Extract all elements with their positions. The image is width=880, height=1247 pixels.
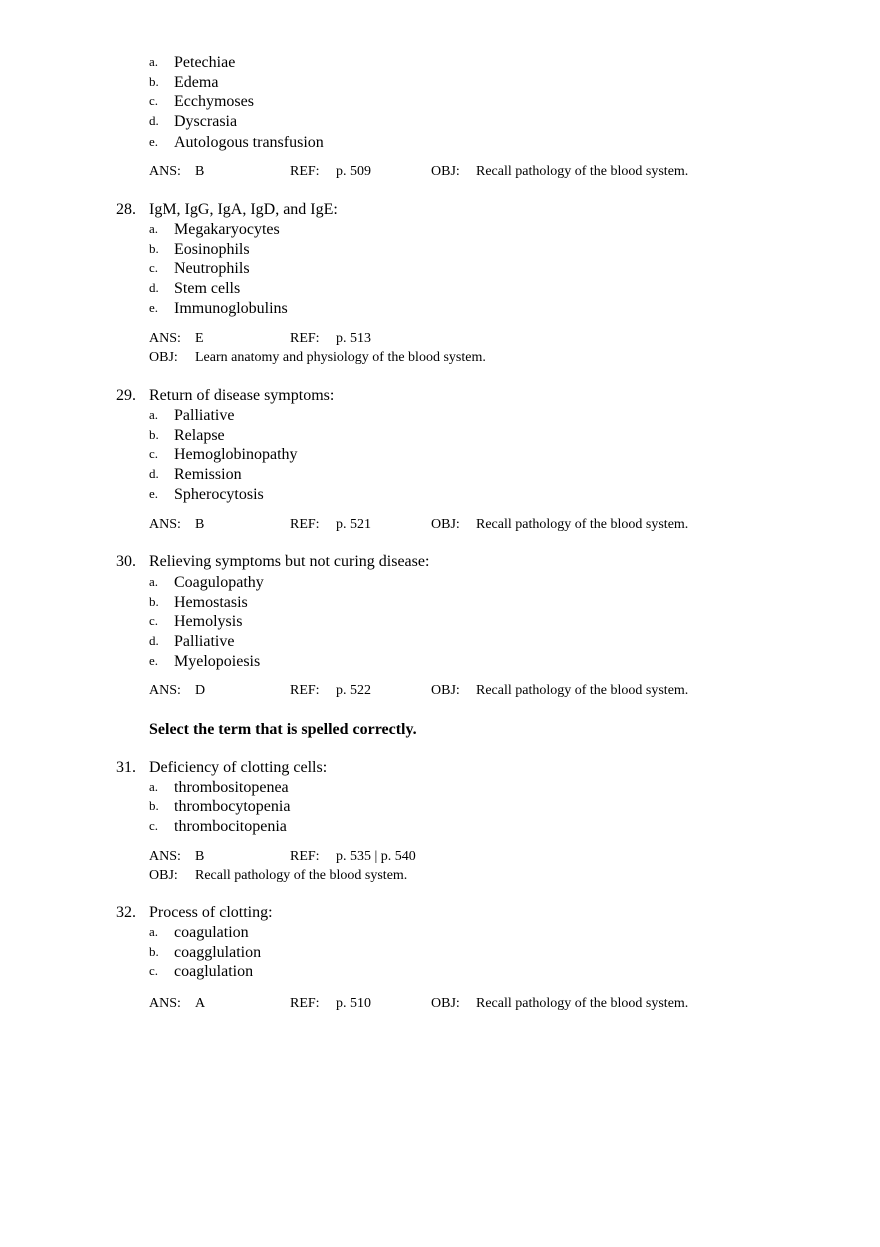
option-row	[0, 112, 880, 132]
option-letter: e.	[149, 486, 159, 501]
option-letter: b.	[149, 944, 159, 959]
option-letter: e.	[149, 653, 159, 668]
question-stem: Process of clotting:	[149, 904, 273, 921]
question-31	[0, 758, 880, 778]
option-text: coaglulation	[174, 963, 254, 980]
option-letter: e.	[149, 134, 159, 149]
answer-line	[0, 848, 880, 866]
option-letter: d.	[149, 466, 159, 481]
option-row	[0, 632, 880, 652]
option-row	[0, 943, 880, 963]
ans-value: B	[195, 849, 205, 864]
option-letter: c.	[149, 93, 159, 108]
option-text: Relapse	[174, 427, 225, 444]
option-letter: e.	[149, 300, 159, 315]
option-letter: b.	[149, 427, 159, 442]
option-row	[0, 465, 880, 485]
option-text: Palliative	[174, 407, 235, 424]
question-number: 32.	[116, 904, 136, 921]
option-row	[0, 573, 880, 593]
ans-label: ANS:	[149, 996, 181, 1011]
option-row	[0, 299, 880, 319]
ans-value: D	[195, 683, 206, 698]
obj-value: Recall pathology of the blood system.	[476, 517, 689, 532]
option-text: Myelopoiesis	[174, 653, 261, 670]
question-number: 29.	[116, 387, 136, 404]
option-letter: d.	[149, 280, 159, 295]
ans-value: B	[195, 517, 205, 532]
ref-label: REF:	[290, 164, 320, 179]
option-text: Petechiae	[174, 54, 236, 71]
option-text: Ecchymoses	[174, 93, 254, 110]
ans-value: B	[195, 164, 205, 179]
option-text: Dyscrasia	[174, 113, 238, 130]
ref-label: REF:	[290, 683, 320, 698]
option-row	[0, 92, 880, 112]
ans-label: ANS:	[149, 164, 181, 179]
option-text: thrombocitopenia	[174, 818, 287, 835]
option-row	[0, 612, 880, 632]
obj-value: Recall pathology of the blood system.	[195, 868, 408, 883]
option-letter: a.	[149, 779, 159, 794]
ref-value: p. 522	[336, 683, 371, 698]
option-row	[0, 53, 880, 73]
option-text: Palliative	[174, 633, 235, 650]
question-number: 30.	[116, 553, 136, 570]
option-text: thrombocytopenia	[174, 798, 291, 815]
question-stem: IgM, IgG, IgA, IgD, and IgE:	[149, 201, 338, 218]
obj-label: OBJ:	[431, 683, 460, 698]
option-row	[0, 426, 880, 446]
option-text: thrombositopenea	[174, 779, 289, 796]
option-row	[0, 73, 880, 93]
option-row	[0, 445, 880, 465]
option-letter: b.	[149, 74, 159, 89]
question-30	[0, 552, 880, 572]
option-letter: a.	[149, 924, 159, 939]
option-text: coagulation	[174, 924, 249, 941]
option-row	[0, 406, 880, 426]
option-letter: c.	[149, 613, 159, 628]
option-row	[0, 279, 880, 299]
option-letter: c.	[149, 818, 159, 833]
ans-label: ANS:	[149, 683, 181, 698]
answer-line	[0, 995, 880, 1013]
option-row	[0, 240, 880, 260]
answer-line	[0, 682, 880, 700]
option-letter: c.	[149, 260, 159, 275]
obj-label: OBJ:	[431, 517, 460, 532]
option-letter: c.	[149, 446, 159, 461]
option-letter: b.	[149, 241, 159, 256]
option-text: Autologous transfusion	[174, 134, 324, 151]
option-row	[0, 259, 880, 279]
ans-value: A	[195, 996, 206, 1011]
option-text: Hemostasis	[174, 594, 248, 611]
ref-label: REF:	[290, 517, 320, 532]
ref-value: p. 510	[336, 996, 371, 1011]
question-stem: Deficiency of clotting cells:	[149, 759, 328, 776]
option-letter: a.	[149, 221, 159, 236]
option-text: Stem cells	[174, 280, 241, 297]
objective-line	[0, 867, 880, 885]
option-letter: a.	[149, 574, 159, 589]
option-text: Eosinophils	[174, 241, 250, 258]
option-text: Megakaryocytes	[174, 221, 280, 238]
question-32	[0, 903, 880, 923]
section-heading: Select the term that is spelled correctly.	[149, 721, 417, 738]
obj-label: OBJ:	[149, 868, 178, 883]
option-row	[0, 593, 880, 613]
option-row	[0, 220, 880, 240]
option-row	[0, 797, 880, 817]
option-text: coagglulation	[174, 944, 262, 961]
obj-value: Recall pathology of the blood system.	[476, 683, 689, 698]
option-row	[0, 923, 880, 943]
option-row	[0, 817, 880, 837]
option-text: Immunoglobulins	[174, 300, 288, 317]
option-text: Coagulopathy	[174, 574, 264, 591]
answer-line	[0, 163, 880, 181]
option-text: Hemolysis	[174, 613, 243, 630]
option-text: Edema	[174, 74, 219, 91]
option-row	[0, 133, 880, 153]
option-letter: b.	[149, 594, 159, 609]
option-row	[0, 485, 880, 505]
ref-value: p. 509	[336, 164, 371, 179]
option-letter: a.	[149, 407, 159, 422]
obj-value: Recall pathology of the blood system.	[476, 996, 689, 1011]
option-letter: d.	[149, 113, 159, 128]
ref-value: p. 535 | p. 540	[336, 849, 416, 864]
question-28	[0, 200, 880, 220]
objective-line	[0, 349, 880, 367]
ref-value: p. 521	[336, 517, 371, 532]
option-row	[0, 652, 880, 672]
option-text: Hemoglobinopathy	[174, 446, 298, 463]
ref-label: REF:	[290, 331, 320, 346]
ans-label: ANS:	[149, 517, 181, 532]
option-row	[0, 962, 880, 982]
question-stem: Return of disease symptoms:	[149, 387, 335, 404]
ans-label: ANS:	[149, 331, 181, 346]
option-letter: a.	[149, 54, 159, 69]
ref-label: REF:	[290, 996, 320, 1011]
obj-label: OBJ:	[431, 996, 460, 1011]
ref-value: p. 513	[336, 331, 371, 346]
question-29	[0, 386, 880, 406]
obj-value: Recall pathology of the blood system.	[476, 164, 689, 179]
obj-label: OBJ:	[149, 350, 178, 365]
option-text: Remission	[174, 466, 242, 483]
answer-line	[0, 516, 880, 534]
option-letter: d.	[149, 633, 159, 648]
option-text: Spherocytosis	[174, 486, 264, 503]
option-letter: b.	[149, 798, 159, 813]
option-row	[0, 778, 880, 798]
question-number: 31.	[116, 759, 136, 776]
option-text: Neutrophils	[174, 260, 250, 277]
question-stem: Relieving symptoms but not curing disease:	[149, 553, 430, 570]
answer-line	[0, 330, 880, 348]
obj-label: OBJ:	[431, 164, 460, 179]
question-number: 28.	[116, 201, 136, 218]
option-letter: c.	[149, 963, 159, 978]
obj-value: Learn anatomy and physiology of the blood system.	[195, 350, 486, 365]
ref-label: REF:	[290, 849, 320, 864]
ans-label: ANS:	[149, 849, 181, 864]
ans-value: E	[195, 331, 204, 346]
